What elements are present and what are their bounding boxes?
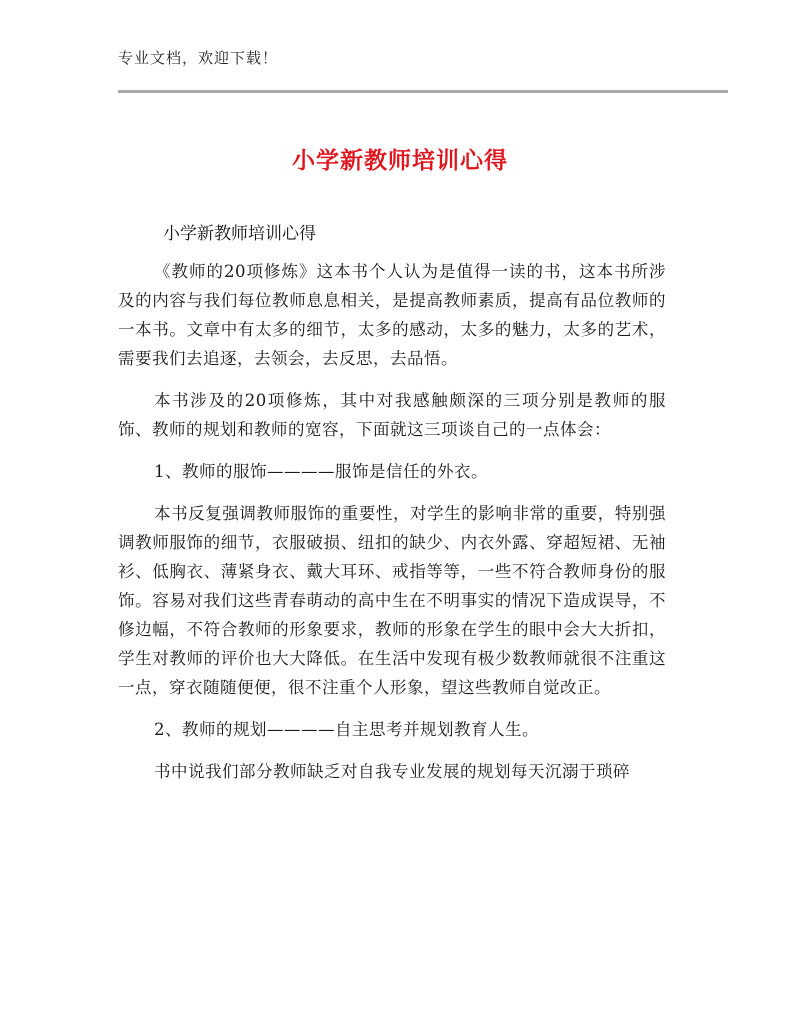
body-paragraph: 2、教师的规划————自主思考并规划教育人生。 [154,720,539,739]
body-paragraph: 书中说我们部分教师缺乏对自我专业发展的规划每天沉溺于琐碎 [154,762,630,781]
document-subtitle: 小学新教师培训心得 [163,224,316,244]
body-paragraph: 本书反复强调教师服饰的重要性，对学生的影响非常的重要，特别强调教师服饰的细节，衣服破损、纽扣的缺少、内衣外露、穿超短裙、无袖衫、低胸衣、薄紧身衣、戴大耳环、戒指等等，一些不符合教师身份的服饰。容易对我们这些青春萌动的高中生在不明事实的情况下造成误导，不修边幅，不符合教师的形象要求，教师的形象在学生的眼中会大大折扣，学生对教师的评价也大大降低。在生活中发现有极少数教师就很不注重这一点，穿衣随随便便，很不注重个人形象，望这些教师自觉改正。 [118,504,666,697]
document-title: 小学新教师培训心得 [292,148,508,174]
header-divider [118,90,728,93]
page-header-text: 专业文档，欢迎下载！ [118,49,279,67]
body-paragraph: 本书涉及的20项修炼，其中对我感触颇深的三项分别是教师的服饰、教师的规划和教师的宽容，下面就这三项谈自己的一点体会： [118,391,666,439]
body-paragraph: 《教师的20项修炼》这本书个人认为是值得一读的书，这本书所涉及的内容与我们每位教师息息相关，是提高教师素质，提高有品位教师的一本书。文章中有太多的细节，太多的感动，太多的魅力，太多的艺术，需要我们去追逐，去领会，去反思，去品悟。 [118,262,666,368]
document-body [118,257,666,799]
body-paragraph: 1、教师的服饰————服饰是信任的外衣。 [154,462,488,481]
